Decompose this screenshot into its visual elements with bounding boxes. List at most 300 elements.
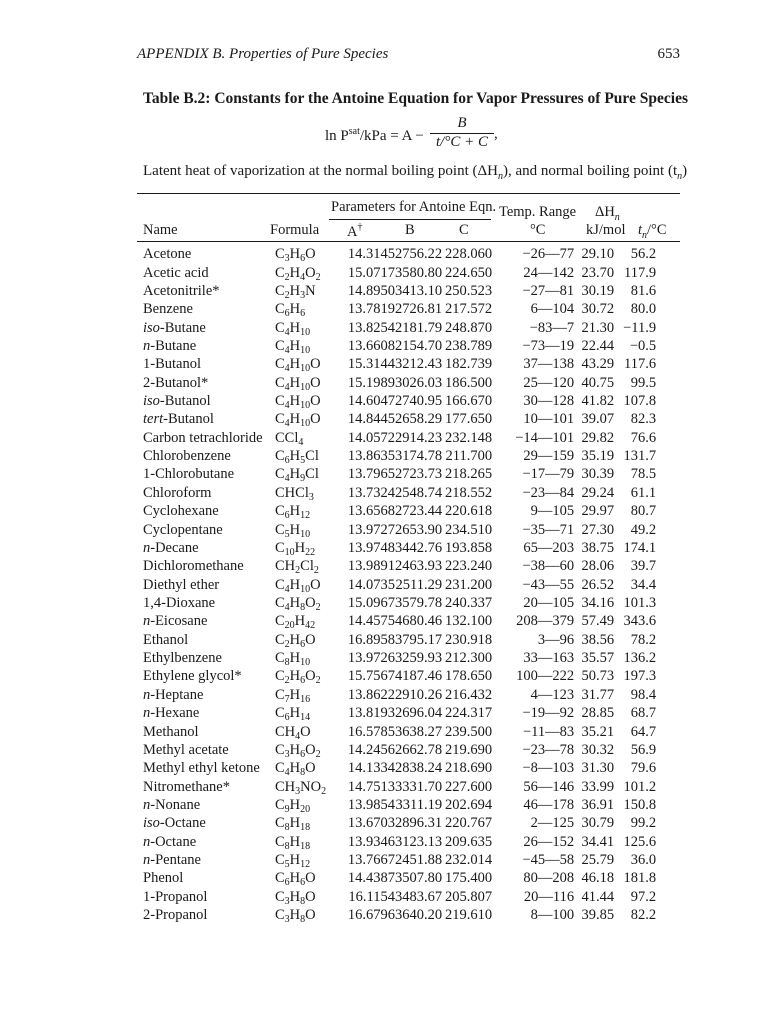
A-cell: 15.0967 [347,595,395,611]
A-cell: 14.6047 [347,393,395,410]
formula-cell: $C_4H_8O$ [275,760,316,779]
dh-cell: 34.16 [581,595,615,611]
A-cell: 14.4387 [347,870,395,887]
C-cell: 217.572 [445,301,493,318]
tn-cell: 101.2 [623,778,657,795]
dh-cell: 25.79 [581,852,615,869]
tn-cell: 125.6 [623,833,657,850]
range-cell: −19—92 [522,705,575,722]
name-cell: 1-Chlorobutane [143,466,235,483]
A-cell: 13.7667 [347,852,395,869]
name-cell: Benzene [143,301,193,318]
col-header-name: Name [143,222,178,238]
dh-cell: 46.18 [581,870,615,887]
name-cell: 2-Propanol [143,907,208,924]
C-cell: 250.523 [445,282,493,299]
C-cell: 202.694 [445,796,493,813]
range-cell: 8—100 [530,907,575,924]
formula-cell: $C_4H_{10}O$ [275,393,321,412]
table-row [137,888,656,906]
table-row [137,833,656,851]
dh-cell: 50.73 [581,668,615,685]
C-cell: 166.670 [445,393,493,410]
name-cell: n-Octane [143,833,197,850]
section-title: APPENDIX B. Properties of Pure Species [137,46,389,62]
formula-cell: $C_4H_{10}O$ [275,374,321,393]
dh-cell: 36.91 [581,796,615,813]
tn-cell: 79.6 [630,760,657,777]
A-cell: 14.8950 [347,282,395,299]
B-cell: 2726.81 [395,301,443,318]
tn-cell: 78.5 [630,466,657,483]
C-cell: 209.635 [445,833,493,850]
C-cell: 193.858 [445,539,493,556]
dh-cell: 29.10 [581,246,615,263]
range-cell: −26—77 [522,246,575,263]
name-cell: Phenol [143,870,184,887]
dh-cell: 30.72 [581,301,615,318]
tn-cell: 343.6 [623,613,657,630]
name-cell: tert-Butanol [143,411,214,428]
A-cell: 14.3145 [347,246,395,263]
table-top-rule [137,193,680,194]
range-cell: −14—101 [515,429,575,446]
table-row [137,502,656,520]
formula-cell: $C_4H_{10}$ [275,319,311,338]
formula-cell: $C_3H_6O_2$ [275,741,321,760]
table-row [137,484,656,502]
tn-cell: 78.2 [630,631,657,648]
equation-numerator: B [457,115,467,131]
C-cell: 220.767 [445,815,493,832]
table-row [137,631,656,649]
dh-cell: 28.85 [581,705,615,722]
tn-cell: 56.2 [630,246,657,263]
table-row [137,594,656,612]
A-cell: 16.8958 [347,631,395,648]
name-cell: Chlorobenzene [143,448,231,465]
col-header-tn: $t_n/^\circ C$ [638,222,667,241]
tn-cell: 80.7 [630,503,657,520]
formula-cell: CCl$_4$ [275,429,304,448]
range-cell: 10—101 [523,411,575,428]
table-row [137,575,656,593]
dh-cell: 29.97 [581,503,615,520]
range-cell: 100—222 [516,668,575,685]
table-row [137,667,656,685]
col-header-dh: $\Delta H_n$ [595,204,620,223]
C-cell: 178.650 [445,668,493,685]
A-cell: 13.7324 [347,484,395,501]
A-cell: 13.9727 [347,521,395,538]
C-cell: 212.300 [445,650,493,667]
B-cell: 3580.80 [395,264,443,281]
formula-cell: CHCl$_3$ [275,484,314,503]
antoine-equation [0,115,768,155]
dh-cell: 34.41 [581,833,615,850]
dh-cell: 29.82 [581,429,615,446]
A-cell: 14.2456 [347,741,395,758]
B-cell: 3311.19 [395,796,443,813]
B-cell: 2740.95 [395,393,443,410]
col-header-A: A† [347,222,363,240]
A-cell: 13.8193 [347,705,395,722]
C-cell: 224.650 [445,264,493,281]
formula-cell: $C_7H_{16}$ [275,686,311,705]
table-row [137,796,656,814]
A-cell: 15.0717 [347,264,395,281]
A-cell: 13.9346 [347,833,395,850]
dh-cell: 40.75 [581,374,615,391]
range-cell: −23—84 [522,484,575,501]
range-cell: 20—105 [523,595,575,611]
B-cell: 3259.93 [395,650,443,667]
formula-cell: $C_9H_{20}$ [275,796,311,815]
dh-cell: 33.99 [581,778,615,795]
tn-cell: 97.2 [630,888,657,905]
formula-cell: $C_2H_6O$ [275,631,316,650]
name-cell: n-Pentane [143,852,201,869]
C-cell: 177.650 [445,411,493,428]
C-cell: 218.265 [445,466,493,483]
col-header-range: Temp. Range [499,204,577,220]
B-cell: 2181.79 [395,319,443,336]
tn-cell: 80.0 [630,301,657,318]
name-cell: iso-Butane [143,319,206,336]
col-header-dh-unit: kJ/mol [586,222,626,238]
B-cell: 2548.74 [395,484,443,501]
B-cell: 2914.23 [395,429,443,446]
range-cell: 3—96 [537,631,575,648]
table-row [137,539,656,557]
C-cell: 232.148 [445,429,493,446]
table-row [137,741,656,759]
formula-cell: $C_6H_6$ [275,301,306,320]
range-cell: 33—163 [523,650,575,667]
C-cell: 228.060 [445,246,493,263]
dh-cell: 57.49 [581,613,615,630]
formula-cell: $C_8H_{18}$ [275,815,311,834]
table-row [137,686,656,704]
dh-cell: 29.24 [581,484,615,501]
formula-cell: $C_2H_6O_2$ [275,668,321,687]
range-cell: −17—79 [522,466,575,483]
range-cell: −11—83 [522,723,575,740]
col-header-range-unit: °C [530,222,546,238]
formula-cell: $C_3H_6O$ [275,246,316,265]
table-row [137,649,656,667]
name-cell: Acetic acid [143,264,209,281]
dh-cell: 41.44 [581,888,615,905]
range-cell: 6—104 [530,301,575,318]
name-cell: n-Hexane [143,705,200,722]
name-cell: n-Heptane [143,686,204,703]
name-cell: Cyclohexane [143,503,219,520]
table-row [137,869,656,887]
name-cell: Ethylene glycol* [143,668,242,685]
tn-cell: 68.7 [630,705,657,722]
table-row [137,355,656,373]
table-row [137,814,656,832]
name-cell: n-Butane [143,337,197,354]
B-cell: 2653.90 [395,521,443,538]
name-cell: iso-Octane [143,815,206,832]
C-cell: 224.317 [445,705,493,722]
formula-cell: $CH_2Cl_2$ [275,558,319,577]
running-header [137,46,680,63]
tn-cell: 174.1 [623,539,657,556]
table-row [137,759,656,777]
tn-cell: 36.0 [630,852,657,869]
params-group-rule [329,219,491,220]
B-cell: 3413.10 [395,282,443,299]
table-row [137,777,656,795]
dh-cell: 30.32 [581,741,615,758]
name-cell: Ethanol [143,631,189,648]
range-cell: −83—7 [529,319,575,336]
tn-cell: 136.2 [623,650,657,667]
C-cell: 218.552 [445,484,493,501]
tn-cell: 56.9 [630,741,657,758]
range-cell: −45—58 [522,852,575,869]
name-cell: Methyl acetate [143,741,229,758]
C-cell: 216.432 [445,686,493,703]
dh-cell: 31.77 [581,686,615,703]
B-cell: 2662.78 [395,741,443,758]
A-cell: 13.6568 [347,503,395,520]
equation-fraction [430,115,494,151]
name-cell: Ethylbenzene [143,650,222,667]
A-cell: 13.9891 [347,558,395,575]
formula-cell: $C_8H_{10}$ [275,650,311,669]
range-cell: 26—152 [523,833,575,850]
A-cell: 13.9748 [347,539,395,556]
A-cell: 13.8622 [347,686,395,703]
params-group-header: Parameters for Antoine Eqn. [331,199,497,215]
B-cell: 2463.93 [395,558,443,575]
B-cell: 3579.78 [395,595,443,611]
tn-cell: 98.4 [630,686,657,703]
name-cell: Diethyl ether [143,576,220,593]
dh-cell: 30.79 [581,815,615,832]
range-cell: −35—71 [522,521,575,538]
formula-cell: $C_4H_{10}O$ [275,411,321,430]
tn-cell: 131.7 [623,448,657,465]
name-cell: Methyl ethyl ketone [143,760,260,777]
A-cell: 13.6608 [347,337,395,354]
table-row [137,282,656,300]
B-cell: 3212.43 [395,356,443,373]
tn-cell: 82.3 [630,411,657,428]
B-cell: 2723.73 [395,466,443,483]
name-cell: Acetonitrile* [143,282,220,299]
C-cell: 182.739 [445,356,493,373]
range-cell: 2—125 [530,815,575,832]
B-cell: 3638.27 [395,723,443,740]
tn-cell: 39.7 [630,558,657,575]
C-cell: 238.789 [445,337,493,354]
name-cell: 1-Propanol [143,888,208,905]
dh-cell: 39.85 [581,907,615,924]
A-cell: 13.8635 [347,448,395,465]
name-cell: 1-Butanol [143,356,201,373]
C-cell: 234.510 [445,521,493,538]
B-cell: 3331.70 [395,778,443,795]
C-cell: 218.690 [445,760,493,777]
dh-cell: 38.75 [581,539,615,556]
formula-cell: $C_4H_{10}O$ [275,576,321,595]
name-cell: Chloroform [143,484,212,501]
dh-cell: 26.52 [581,576,615,593]
equation-denominator: t/°C + C [436,134,488,150]
formula-cell: $C_8H_{18}$ [275,833,311,852]
table-row [137,557,656,575]
C-cell: 186.500 [445,374,493,391]
antoine-table [137,245,656,924]
name-cell: Cyclopentane [143,521,223,538]
tn-cell: 117.9 [624,264,657,281]
C-cell: 248.870 [445,319,493,336]
C-cell: 230.918 [445,631,493,648]
formula-cell: $C_{20}H_{42}$ [275,613,316,632]
dh-cell: 38.56 [581,631,615,648]
table-row [137,722,656,740]
C-cell: 175.400 [445,870,493,887]
dh-cell: 22.44 [581,337,615,354]
table-row [137,520,656,538]
range-cell: 24—142 [523,264,575,281]
A-cell: 13.7965 [347,466,395,483]
formula-cell: $C_6H_{14}$ [275,705,311,724]
range-cell: 37—138 [523,356,575,373]
C-cell: 231.200 [445,576,493,593]
A-cell: 14.4575 [347,613,395,630]
tn-cell: −11.9 [623,319,657,336]
table-row [137,465,656,483]
dh-cell: 31.30 [581,760,615,777]
latent-heat-note: Latent heat of vaporization at the normal boiling point $(\Delta H_n)$, and normal boiling point $(t_n)$ [143,163,688,182]
dh-cell: 41.82 [581,393,615,410]
B-cell: 2723.44 [395,503,443,520]
table-row [137,851,656,869]
tn-cell: 181.8 [623,870,657,887]
B-cell: 3442.76 [395,539,443,556]
dh-cell: 35.57 [581,650,615,667]
dh-cell: 30.19 [581,282,615,299]
A-cell: 13.9726 [347,650,395,667]
dh-cell: 30.39 [581,466,615,483]
dh-cell: 43.29 [581,356,615,373]
formula-cell: $C_6H_6O$ [275,870,316,889]
formula-cell: $C_4H_{10}$ [275,337,311,356]
B-cell: 2896.31 [395,815,443,832]
table-row [137,245,656,263]
dh-cell: 39.07 [581,411,615,428]
table-row [137,392,656,410]
name-cell: n-Nonane [143,796,201,813]
dh-cell: 35.21 [581,723,615,740]
range-cell: 4—123 [530,686,575,703]
formula-cell: $C_4H_9Cl$ [275,466,319,485]
tn-cell: 82.2 [630,907,657,924]
B-cell: 2910.26 [395,686,443,703]
range-cell: 65—203 [523,539,575,556]
formula-cell: $C_2H_3N$ [275,282,316,301]
A-cell: 13.7819 [347,301,395,318]
range-cell: −38—60 [522,558,575,575]
col-header-C: C [459,222,469,238]
range-cell: 9—105 [530,503,575,520]
B-cell: 2756.22 [395,246,443,263]
col-header-B: B [405,222,415,238]
formula-cell: $C_5H_{12}$ [275,852,311,871]
B-cell: 3507.80 [395,870,443,887]
tn-cell: −0.5 [629,337,657,354]
dh-cell: 35.19 [581,448,615,465]
formula-cell: $C_2H_4O_2$ [275,264,321,283]
range-cell: 25—120 [523,374,575,391]
table-body [137,245,656,924]
tn-cell: 101.3 [623,595,657,611]
range-cell: 29—159 [523,448,575,465]
formula-cell: $C_4H_{10}O$ [275,356,321,375]
page-number: 653 [657,46,680,62]
C-cell: 232.014 [445,852,493,869]
table-title: Table B.2: Constants for the Antoine Equation for Vapor Pressures of Pure Species [143,90,688,107]
table-row [137,318,656,336]
formula-cell: $C_{10}H_{22}$ [275,539,316,558]
name-cell: iso-Butanol [143,393,211,410]
formula-cell: $C_6H_{12}$ [275,503,311,522]
name-cell: Carbon tetrachloride [143,429,263,446]
B-cell: 2511.29 [395,576,443,593]
C-cell: 205.807 [445,888,493,905]
table-row [137,410,656,428]
A-cell: 14.7513 [347,778,395,795]
tn-cell: 150.8 [623,796,657,813]
B-cell: 2696.04 [395,705,443,722]
equation-comma: , [494,126,498,142]
tn-cell: 117.6 [624,356,657,373]
table-header-rule [137,241,680,242]
tn-cell: 61.1 [630,484,657,501]
C-cell: 132.100 [445,613,493,630]
A-cell: 14.0572 [347,429,395,446]
dh-cell: 27.30 [581,521,615,538]
tn-cell: 81.6 [630,282,657,299]
table-row [137,263,656,281]
A-cell: 15.7567 [347,668,395,685]
table-row [137,704,656,722]
tn-cell: 99.2 [630,815,657,832]
range-cell: 46—178 [523,796,575,813]
table-row [137,300,656,318]
tn-cell: 76.6 [630,429,657,446]
C-cell: 220.618 [445,503,493,520]
A-cell: 14.8445 [347,411,395,428]
range-cell: 80—208 [523,870,575,887]
A-cell: 14.1334 [347,760,395,777]
range-cell: −27—81 [522,282,575,299]
A-cell: 14.0735 [347,576,395,593]
name-cell: n-Eicosane [143,613,208,630]
table-row [137,337,656,355]
tn-cell: 197.3 [623,668,657,685]
B-cell: 3174.78 [395,448,443,465]
dh-cell: 23.70 [581,264,615,281]
A-cell: 16.6796 [347,907,395,924]
A-cell: 16.1154 [348,888,395,905]
